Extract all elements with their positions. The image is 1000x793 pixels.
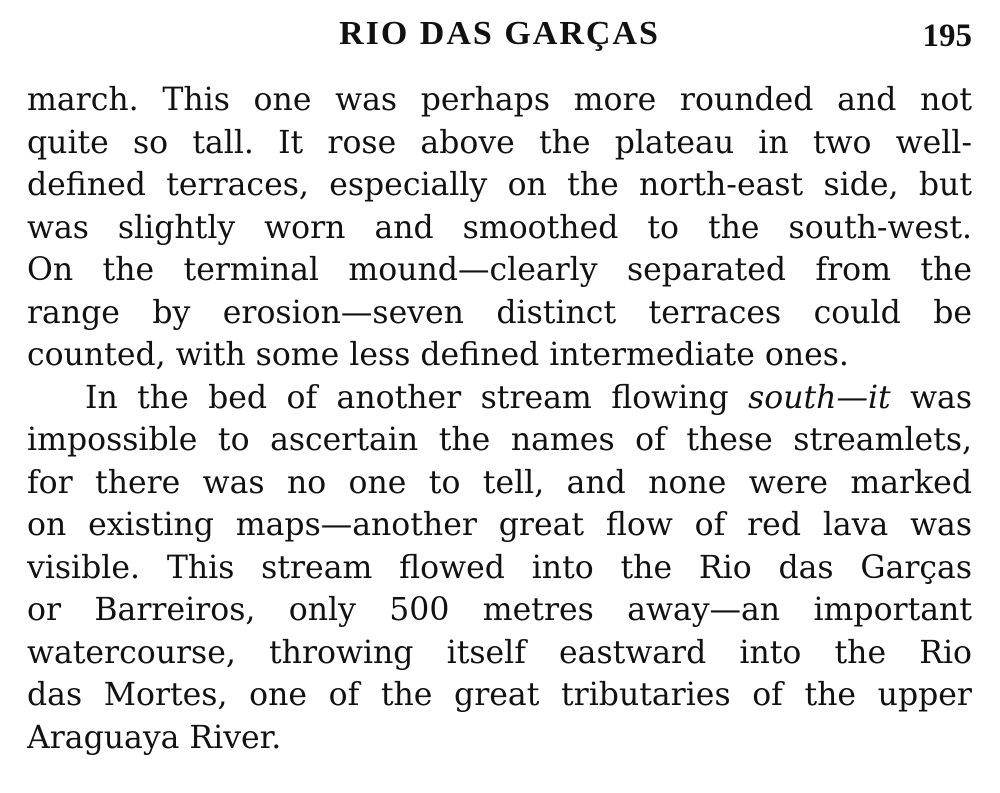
text-line <box>27 292 972 335</box>
text-segment: was <box>890 379 972 416</box>
text-segment: or Barreiros, only 500 metres away—an important <box>27 592 972 628</box>
text-line <box>27 334 972 377</box>
text-segment: range by erosion—seven distinct terraces could be <box>27 294 972 331</box>
text-segment: was slightly worn and smoothed to the south-west. <box>27 209 972 246</box>
text-segment: on existing maps—another great flow of red lava was <box>27 507 972 543</box>
text-line <box>27 122 972 165</box>
body-text <box>27 79 972 759</box>
running-head <box>27 14 972 54</box>
text-segment: In the bed of another stream flowing <box>85 379 749 416</box>
text-line <box>27 79 972 122</box>
text-line <box>27 207 972 250</box>
text-line <box>27 462 972 505</box>
text-segment: march. This one was perhaps more rounded and not <box>27 82 972 118</box>
text-line <box>27 164 972 207</box>
text-line <box>27 674 972 717</box>
text-line <box>27 717 972 760</box>
text-segment: das Mortes, one of the great tributaries of the upper <box>27 677 972 713</box>
italic-text: south—it <box>748 379 891 416</box>
text-segment: for there was no one to tell, and none were marked <box>27 464 972 501</box>
page-number: 195 <box>922 18 972 54</box>
text-line <box>27 589 972 632</box>
text-segment: Araguaya River. <box>27 719 282 756</box>
paragraph <box>27 377 972 760</box>
text-line <box>27 249 972 292</box>
text-segment: impossible to ascertain the names of these streamlets, <box>27 422 972 458</box>
running-title: RIO DAS GARÇAS <box>339 15 660 52</box>
text-line <box>27 504 972 547</box>
text-segment: counted, with some less defined intermediate ones. <box>27 337 849 373</box>
text-line <box>27 377 972 420</box>
text-line <box>27 547 972 590</box>
text-line <box>27 419 972 462</box>
text-segment: defined terraces, especially on the north-east side, but <box>27 167 972 203</box>
text-segment: visible. This stream flowed into the Rio das Garças <box>27 549 972 586</box>
text-segment: watercourse, throwing itself eastward into the Rio <box>27 634 972 671</box>
text-line <box>27 632 972 675</box>
paragraph <box>27 79 972 377</box>
text-segment: On the terminal mound—clearly separated from the <box>27 252 972 288</box>
text-segment: quite so tall. It rose above the plateau in two well- <box>27 124 972 161</box>
